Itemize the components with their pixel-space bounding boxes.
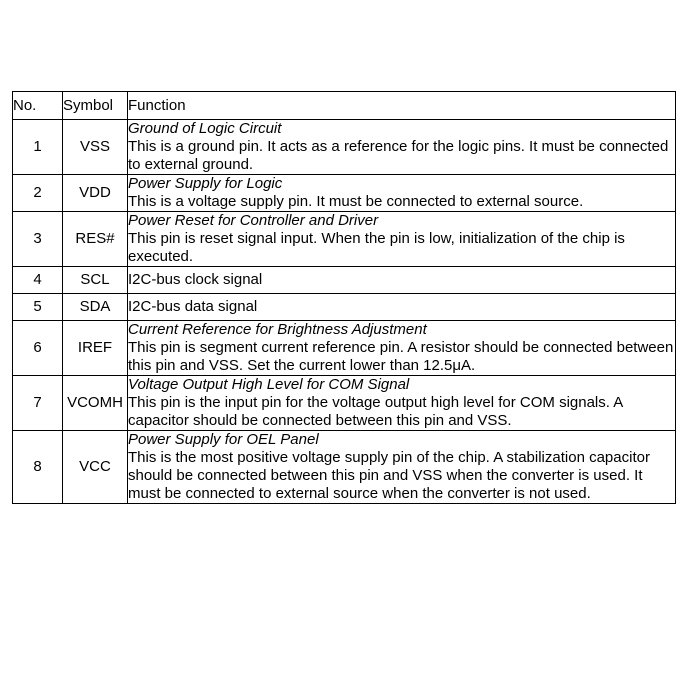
- pin-number: 3: [13, 212, 63, 267]
- pin-symbol: VDD: [63, 175, 128, 212]
- pin-symbol: IREF: [63, 321, 128, 376]
- pin-function: [128, 431, 676, 504]
- function-title: Power Supply for Logic: [128, 175, 283, 192]
- function-description: This pin is reset signal input. When the pin is low, initialization of the chip is executed.: [128, 230, 625, 265]
- pin-number: 8: [13, 431, 63, 504]
- function-description: This is the most positive voltage supply pin of the chip. A stabilization capacitor should be connected between this pin and VSS when the converter is used. It must be connected to external source when the converter is not used.: [128, 449, 650, 502]
- pin-function: [128, 376, 676, 431]
- pin-function: [128, 267, 676, 294]
- table-row: [13, 175, 676, 212]
- table-header-row: [13, 92, 676, 120]
- pin-function: [128, 175, 676, 212]
- function-description: This is a voltage supply pin. It must be connected to external source.: [128, 193, 584, 210]
- header-function: Function: [128, 92, 676, 120]
- pin-number: 1: [13, 120, 63, 175]
- function-title: Power Reset for Controller and Driver: [128, 212, 379, 229]
- function-description: This pin is the input pin for the voltage output high level for COM signals. A capacitor should be connected between this pin and VSS.: [128, 394, 623, 429]
- pin-symbol: SCL: [63, 267, 128, 294]
- table-row: [13, 294, 676, 321]
- table-row: [13, 267, 676, 294]
- pin-function: [128, 294, 676, 321]
- header-symbol: Symbol: [63, 92, 128, 120]
- pin-function: [128, 321, 676, 376]
- pin-symbol: RES#: [63, 212, 128, 267]
- pin-symbol: VCC: [63, 431, 128, 504]
- function-description: I2C-bus data signal: [128, 298, 258, 315]
- pin-number: 7: [13, 376, 63, 431]
- table-row: [13, 376, 676, 431]
- function-description: This is a ground pin. It acts as a reference for the logic pins. It must be connected to external ground.: [128, 138, 669, 173]
- pin-number: 5: [13, 294, 63, 321]
- pin-symbol: VCOMH: [63, 376, 128, 431]
- header-no: No.: [13, 92, 63, 120]
- function-title: Voltage Output High Level for COM Signal: [128, 376, 410, 393]
- function-title: Power Supply for OEL Panel: [128, 431, 319, 448]
- function-description: This pin is segment current reference pin. A resistor should be connected between this pin and VSS. Set the current lower than 12.5μA.: [128, 339, 674, 374]
- pin-symbol: VSS: [63, 120, 128, 175]
- function-title: Current Reference for Brightness Adjustment: [128, 321, 427, 338]
- function-title: Ground of Logic Circuit: [128, 120, 282, 137]
- pin-description-table: [12, 91, 676, 504]
- pin-number: 2: [13, 175, 63, 212]
- table-row: [13, 321, 676, 376]
- table-row: [13, 212, 676, 267]
- pin-function: [128, 120, 676, 175]
- function-description: I2C-bus clock signal: [128, 271, 263, 288]
- pin-symbol: SDA: [63, 294, 128, 321]
- pin-number: 6: [13, 321, 63, 376]
- table-row: [13, 120, 676, 175]
- pin-function: [128, 212, 676, 267]
- pin-number: 4: [13, 267, 63, 294]
- table-row: [13, 431, 676, 504]
